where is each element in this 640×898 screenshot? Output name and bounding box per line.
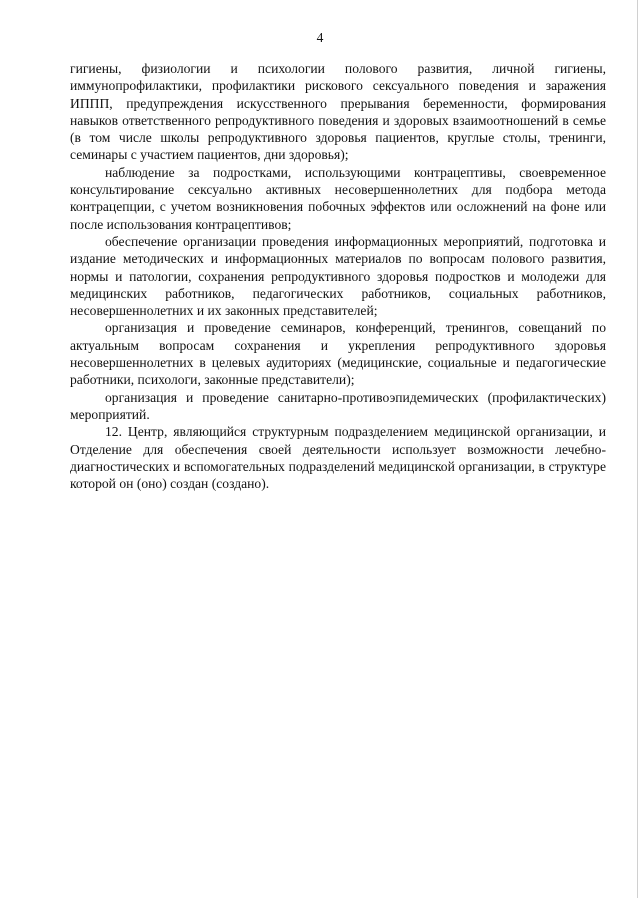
scan-edge-line	[637, 0, 638, 898]
page-number: 4	[316, 30, 324, 45]
paragraph-contraception-monitoring: наблюдение за подростками, использующими контрацептивы, своевременное консультирование сексуально активных несовершеннолетних для подбора метода контрацепции, с учетом возникновения побочных эффектов или осложнений на фоне или после использования контрацептивов;	[70, 164, 606, 232]
document-body	[70, 60, 606, 492]
paragraph-information-events: обеспечение организации проведения информационных мероприятий, подготовка и издание методических и информационных материалов по вопросам полового развития, нормы и патологии, сохранения репродуктивного здоровья подростков и молодежи для медицинских работников, педагогических работников, социальных работников, несовершеннолетних и их законных представителей;	[70, 233, 606, 319]
paragraph-sanitary-measures: организация и проведение санитарно-противоэпидемических (профилактических) мероприятий.	[70, 389, 606, 422]
paragraph-item-12: 12. Центр, являющийся структурным подразделением медицинской организации, и Отделение для обеспечения своей деятельности использует возможности лечебно-диагностических и вспомогательных подразделений медицинской организации, в структуре которой он (оно) создан (создано).	[70, 424, 606, 492]
paragraph-seminars: организация и проведение семинаров, конференций, тренингов, совещаний по актуальным вопросам сохранения и укрепления репродуктивного здоровья несовершеннолетних в целевых аудиториях (медицинские, социальные и педагогические работники, психологи, законные представители);	[70, 320, 606, 388]
paragraph-continuation: гигиены, физиологии и психологии полового развития, личной гигиены, иммунопрофилактики, профилактики рискового сексуального поведения и заражения ИППП, предупреждения искусственного прерывания беременности, формирования навыков ответственного репродуктивного поведения и здоровых взаимоотношений в семье (в том числе школы репродуктивного здоровья пациентов, круглые столы, тренинги, семинары с участием пациентов, дни здоровья);	[70, 61, 606, 163]
